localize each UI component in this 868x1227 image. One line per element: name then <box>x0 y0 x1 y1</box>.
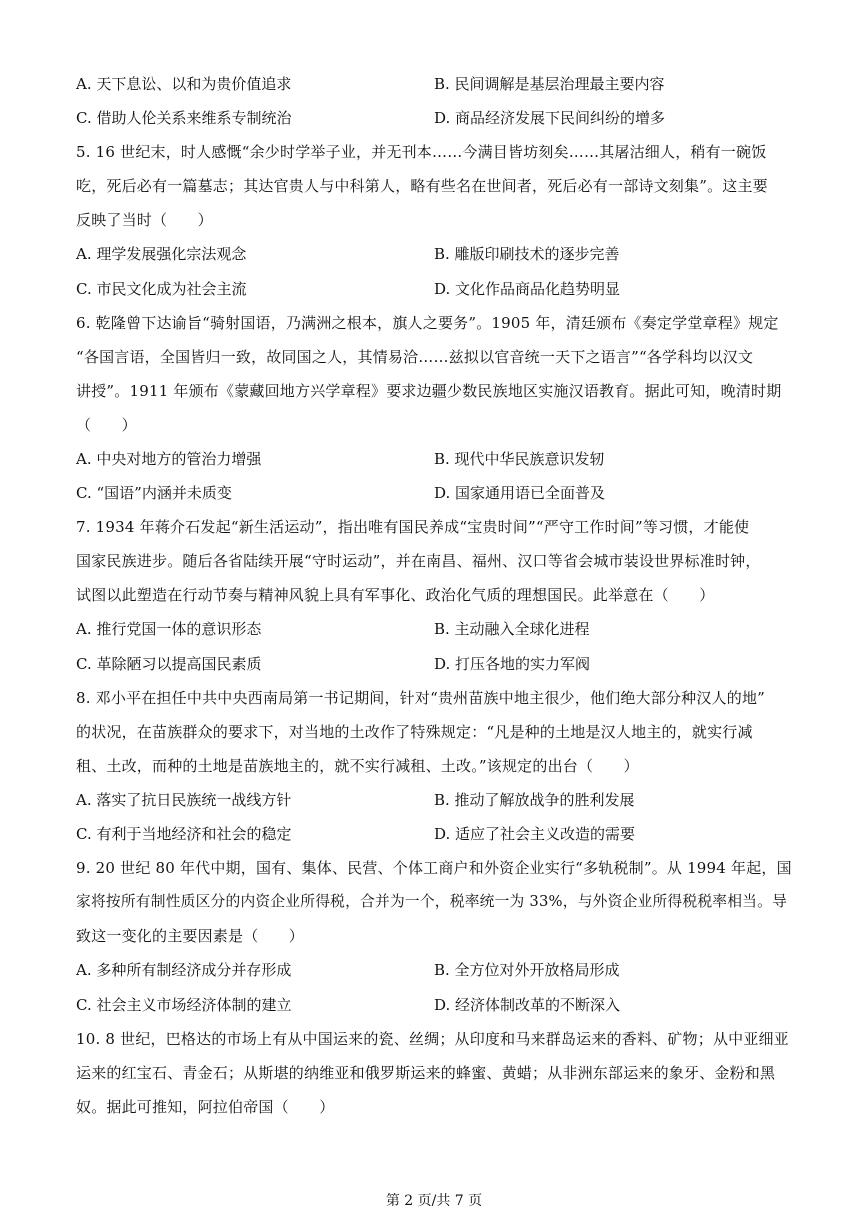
q5-option-a[interactable]: A. 理学发展强化宗法观念 <box>76 245 247 263</box>
q9-option-c[interactable]: C. 社会主义市场经济体制的建立 <box>76 996 292 1014</box>
q7-stem-line-2: 国家民族进步。随后各省陆续开展“守时运动”，并在南昌、福州、汉口等省会城市装设世界标准时钟， <box>76 552 761 570</box>
q9-option-d[interactable]: D. 经济体制改革的不断深入 <box>434 996 621 1014</box>
q7-option-d[interactable]: D. 打压各地的实力军阀 <box>434 655 591 673</box>
q8-stem-line-3: 租、土改，而种的土地是苗族地主的，就不实行减租、土改。”该规定的出台（ ） <box>76 757 639 775</box>
q8-option-a[interactable]: A. 落实了抗日民族统一战线方针 <box>76 791 292 809</box>
q9-option-a[interactable]: A. 多种所有制经济成分并存形成 <box>76 961 292 979</box>
q8-options-row-1 <box>76 790 796 810</box>
q4-options-row-1 <box>76 74 796 94</box>
q8-option-d[interactable]: D. 适应了社会主义改造的需要 <box>434 825 636 843</box>
q8-option-b[interactable]: B. 推动了解放战争的胜利发展 <box>434 791 635 809</box>
q10-stem-line-2: 运来的红宝石、青金石；从斯堪的纳维亚和俄罗斯运来的蜂蜜、黄蜡；从非洲东部运来的象牙、金粉和黑 <box>76 1064 776 1082</box>
q7-stem-line-3: 试图以此塑造在行动节奏与精神风貌上具有军事化、政治化气质的理想国民。此举意在（ ） <box>76 586 715 604</box>
q7-option-a[interactable]: A. 推行党国一体的意识形态 <box>76 620 262 638</box>
q5-stem-line-2: 吃，死后必有一篇墓志；其达官贵人与中科第人，略有些名在世间者，死后必有一部诗文刻集”。这主要 <box>76 177 768 195</box>
q6-options-row-1 <box>76 449 796 469</box>
q6-options-row-2 <box>76 483 796 503</box>
q6-option-b[interactable]: B. 现代中华民族意识发轫 <box>434 450 605 468</box>
q5-stem-line-1: 5. 16 世纪末，时人感慨“余少时学举子业，并无刊本……今满目皆坊刻矣……其屠沽细人，稍有一碗饭 <box>76 143 767 161</box>
q9-option-b[interactable]: B. 全方位对外开放格局形成 <box>434 961 620 979</box>
q10-stem-line-3: 奴。据此可推知，阿拉伯帝国（ ） <box>76 1098 335 1116</box>
q7-options-row-1 <box>76 619 796 639</box>
q4-option-d[interactable]: D. 商品经济发展下民间纠纷的增多 <box>434 109 666 127</box>
q8-stem-line-1: 8. 邓小平在担任中共中央西南局第一书记期间，针对“贵州苗族中地主很少，他们绝大部分种汉人的地” <box>76 689 766 707</box>
q4-options-row-2 <box>76 108 796 128</box>
q9-options-row-1 <box>76 960 796 980</box>
q5-option-b[interactable]: B. 雕版印刷技术的逐步完善 <box>434 245 620 263</box>
q6-stem-line-4: （ ） <box>76 416 137 434</box>
q8-option-c[interactable]: C. 有利于当地经济和社会的稳定 <box>76 825 292 843</box>
q7-options-row-2 <box>76 654 796 674</box>
q9-stem-line-2: 家将按所有制性质区分的内资企业所得税，合并为一个，税率统一为 33%，与外资企业所得税税率相当。导 <box>76 893 788 910</box>
q7-option-b[interactable]: B. 主动融入全球化进程 <box>434 620 590 638</box>
q7-option-c[interactable]: C. 革除陋习以提高国民素质 <box>76 655 262 673</box>
q6-stem-line-2: “各国言语，全国皆归一致，故同国之人，其情易洽……兹拟以官音统一天下之语言”“各学科均以汉文 <box>76 348 754 366</box>
q6-option-d[interactable]: D. 国家通用语已全面普及 <box>434 484 606 502</box>
q8-options-row-2 <box>76 824 796 844</box>
q5-option-c[interactable]: C. 市民文化成为社会主流 <box>76 280 247 298</box>
q4-option-a[interactable]: A. 天下息讼、以和为贵价值追求 <box>76 75 292 93</box>
q5-stem-line-3: 反映了当时（ ） <box>76 211 213 229</box>
q9-options-row-2 <box>76 995 796 1015</box>
q4-option-c[interactable]: C. 借助人伦关系来维系专制统治 <box>76 109 292 127</box>
q8-stem-line-2: 的状况，在苗族群众的要求下，对当地的土改作了特殊规定：“凡是种的土地是汉人地主的，就实行减 <box>76 723 753 741</box>
q6-option-c[interactable]: C. “国语”内涵并未质变 <box>76 484 232 502</box>
q10-stem-line-1: 10. 8 世纪，巴格达的市场上有从中国运来的瓷、丝绸；从印度和马来群岛运来的香料、矿物；从中亚细亚 <box>76 1030 789 1048</box>
q9-stem-line-3: 致这一变化的主要因素是（ ） <box>76 927 305 945</box>
q5-options-row-2 <box>76 279 796 299</box>
q6-option-a[interactable]: A. 中央对地方的管治力增强 <box>76 450 262 468</box>
q5-option-d[interactable]: D. 文化作品商品化趋势明显 <box>434 280 621 298</box>
q5-options-row-1 <box>76 244 796 264</box>
page-number-footer: 第 2 页/共 7 页 <box>385 1193 483 1209</box>
q7-stem-line-1: 7. 1934 年蒋介石发起“新生活运动”，指出唯有国民养成“宝贵时间”“严守工作时间”等习惯，才能使 <box>76 518 750 536</box>
q9-stem-line-1: 9. 20 世纪 80 年代中期，国有、集体、民营、个体工商户和外资企业实行“多轨税制”。从 1994 年起，国 <box>76 859 792 877</box>
q6-stem-line-1: 6. 乾隆曾下达谕旨“骑射国语，乃满洲之根本，旗人之要务”。1905 年，清廷颁布《奏定学堂章程》规定 <box>76 314 779 332</box>
q4-option-b[interactable]: B. 民间调解是基层治理最主要内容 <box>434 75 665 93</box>
q6-stem-line-3: 讲授”。1911 年颁布《蒙藏回地方兴学章程》要求边疆少数民族地区实施汉语教育。据此可知，晚清时期 <box>76 382 782 400</box>
